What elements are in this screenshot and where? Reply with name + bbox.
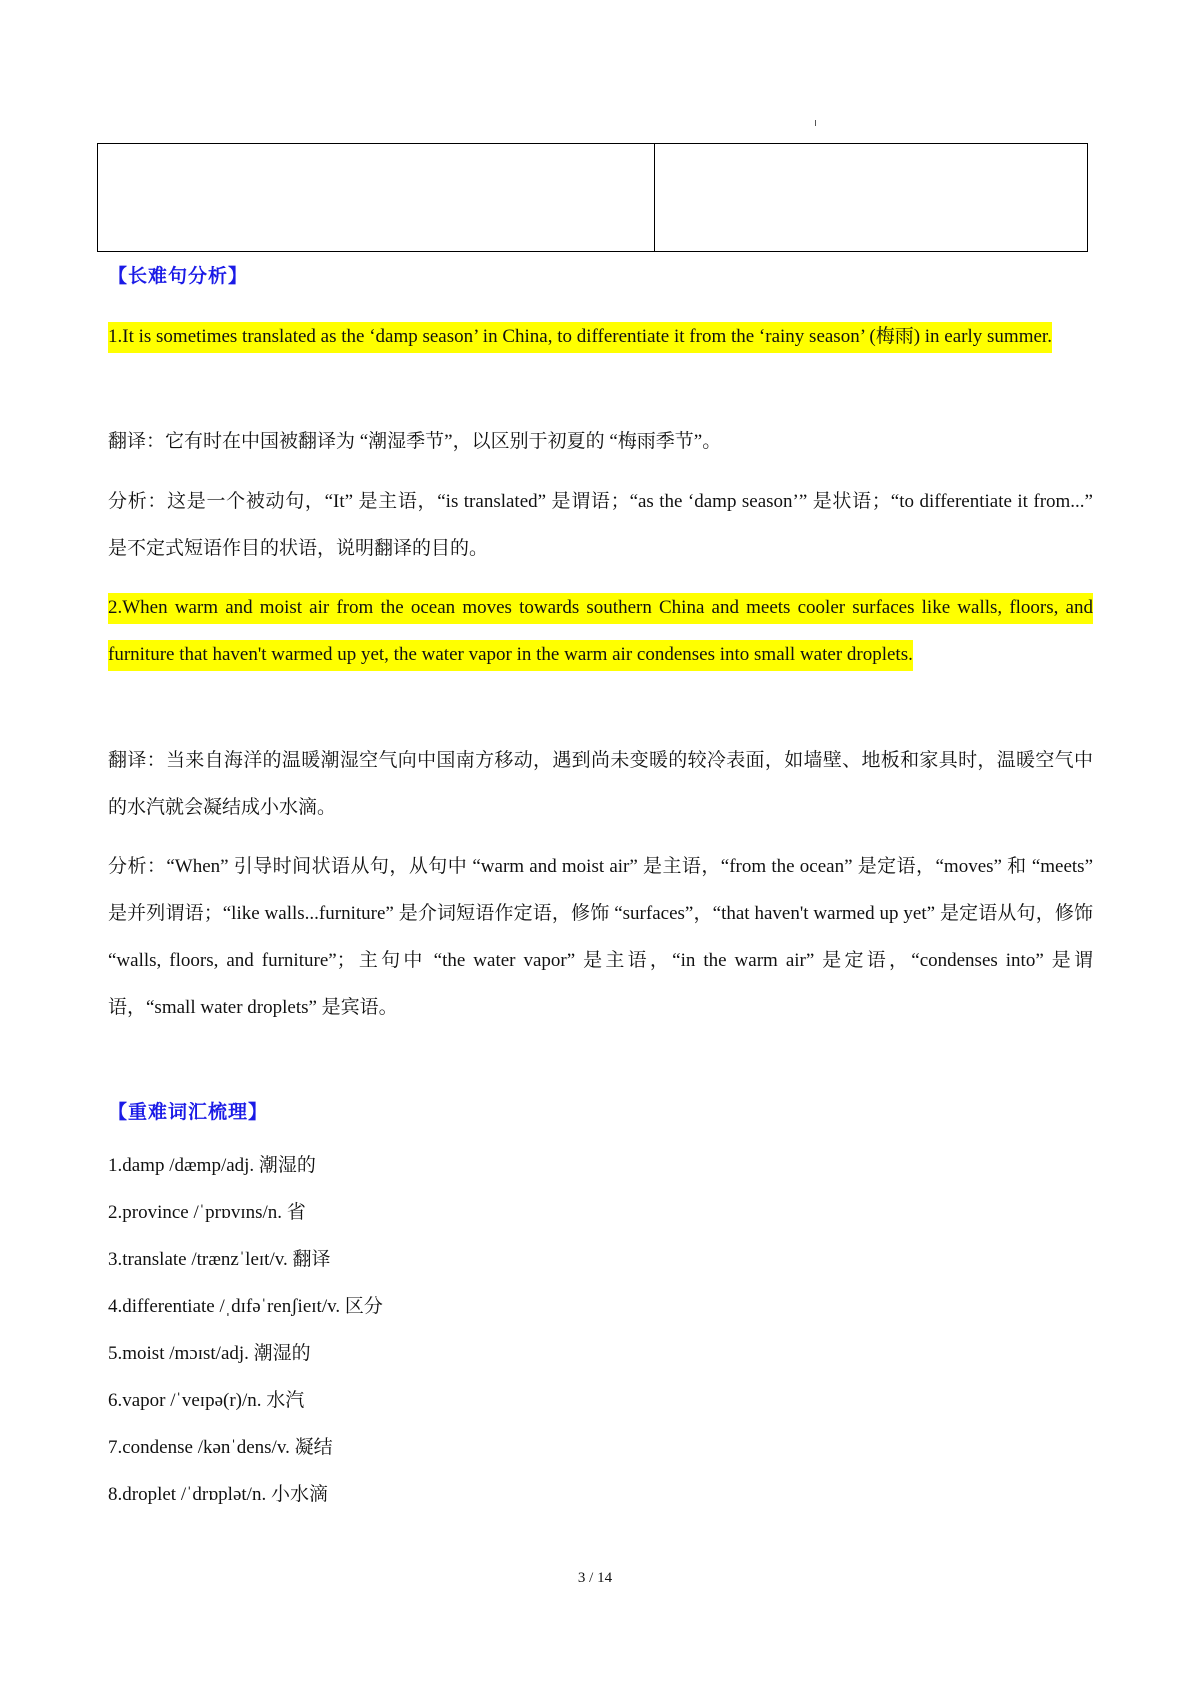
vocab-item-differentiate: 4.differentiate /ˌdɪfəˈrenʃieɪt/v. 区分 (108, 1296, 383, 1317)
vocab-item-damp: 1.damp /dæmp/adj. 潮湿的 (108, 1155, 316, 1176)
sentence-1-analysis: 分析：这是一个被动句，“It” 是主语，“is translated” 是谓语；“as the ‘damp season’” 是状语；“to differentiate it from...” 是不定式短语作目的状语，说明翻译的目的。 (108, 491, 1093, 559)
vocab-item-translate: 3.translate /trænzˈleɪt/v. 翻译 (108, 1249, 331, 1270)
sentence-analysis-heading: 【长难句分析】 (108, 266, 249, 287)
vocab-list (108, 1142, 383, 1518)
vocab-item-province: 2.province /ˈprɒvɪns/n. 省 (108, 1202, 306, 1223)
page-tick-mark (815, 120, 816, 126)
sentence-2-analysis: 分析：“When” 引导时间状语从句，从句中 “warm and moist air” 是主语，“from the ocean” 是定语，“moves” 和 “meets” 是并列谓语；“like walls...furniture” 是介词短语作定语，修饰 “surfaces”，“that haven't warmed up yet” 是定语从句，修饰 “walls, floors, and furniture”；主句中 “the water vapor” 是主语，“in the warm air” 是定语，“condenses into” 是谓语，“small water droplets” 是宾语。 (108, 856, 1093, 1018)
sentence-1-original (108, 313, 1093, 360)
sentence-2-original (108, 584, 1093, 678)
sentence-1-highlight: 1.It is sometimes translated as the ‘damp season’ in China, to differentiate it from the ‘rainy season’ (梅雨) in early summer. (108, 322, 1052, 353)
vocab-item-vapor: 6.vapor /ˈveɪpə(r)/n. 水汽 (108, 1390, 305, 1411)
empty-table (97, 143, 1088, 252)
table-cell-right (655, 144, 1088, 252)
sentence-2-highlight: 2.When warm and moist air from the ocean moves towards southern China and meets cooler surfaces like walls, floors, and furniture that haven't warmed up yet, the water vapor in the warm air condenses into small water droplets. (108, 593, 1093, 671)
sentence-1-translation: 翻译：它有时在中国被翻译为 “潮湿季节”，以区别于初夏的 “梅雨季节”。 (108, 431, 722, 452)
vocab-item-moist: 5.moist /mɔɪst/adj. 潮湿的 (108, 1343, 311, 1364)
vocab-item-condense: 7.condense /kənˈdens/v. 凝结 (108, 1437, 333, 1458)
sentence-2-translation: 翻译：当来自海洋的温暖潮湿空气向中国南方移动，遇到尚未变暖的较冷表面，如墙壁、地板和家具时，温暖空气中的水汽就会凝结成小水滴。 (108, 750, 1093, 818)
vocab-heading: 【重难词汇梳理】 (108, 1102, 269, 1123)
vocab-item-droplet: 8.droplet /ˈdrɒplət/n. 小水滴 (108, 1484, 328, 1505)
table-cell-left (98, 144, 655, 252)
table-row (98, 144, 1088, 252)
page-number: 3 / 14 (577, 1570, 613, 1586)
